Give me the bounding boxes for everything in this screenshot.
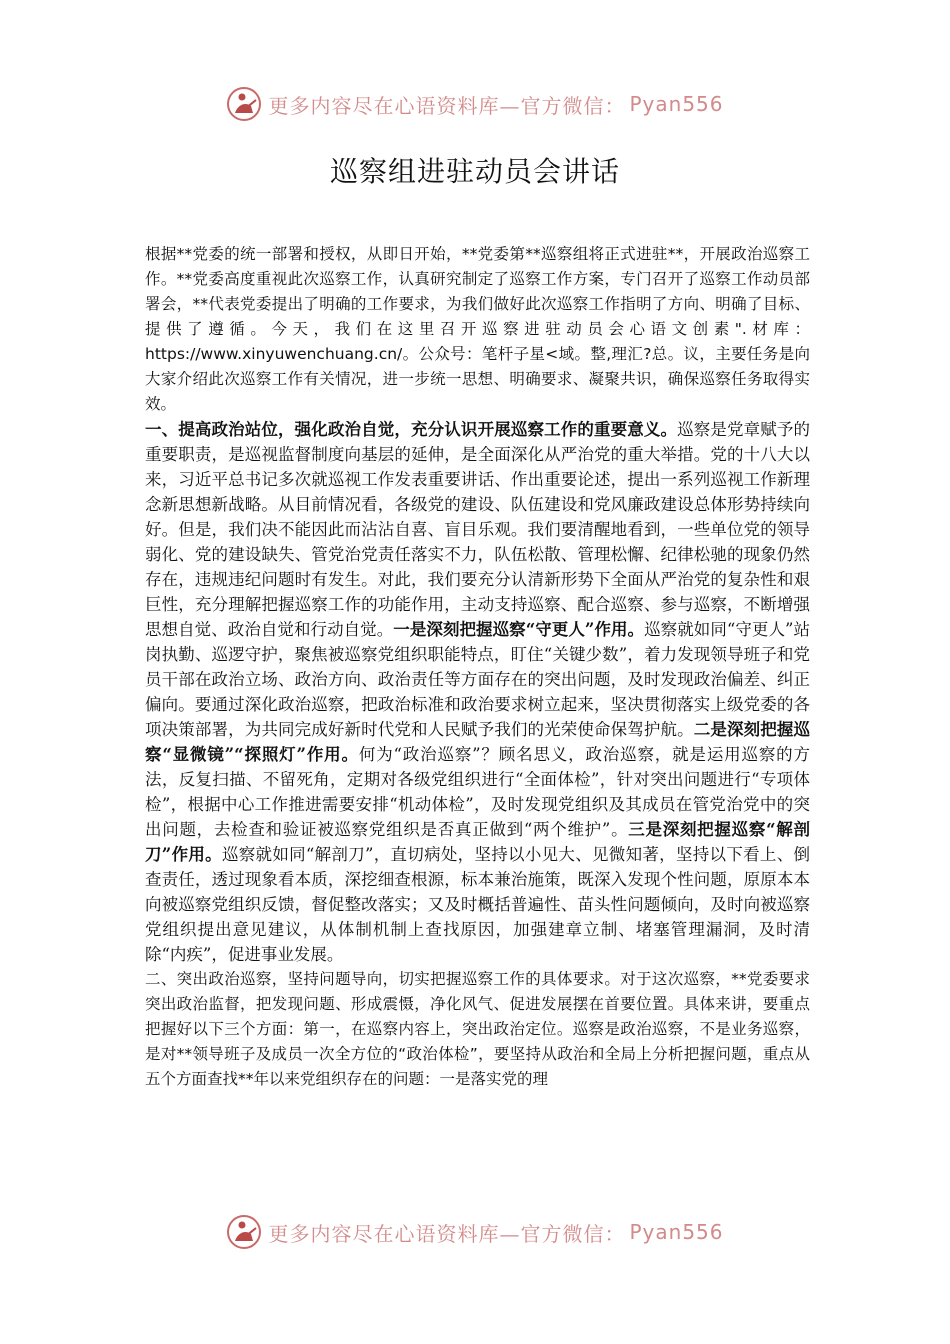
document-title: 巡察组进驻动员会讲话 (329, 155, 620, 188)
point-two-heading: 二是深刻把握巡察“显微镜”“探照灯”作用。 (145, 720, 811, 764)
section-one-paragraph (145, 417, 810, 967)
point-one-heading: 一是深刻把握巡察“守更人”作用。 (393, 620, 645, 639)
watermark-text: 更多内容尽在心语资料库—官方微信： (268, 1221, 626, 1246)
document-body (145, 242, 810, 1092)
watermark-header (0, 84, 950, 124)
section-one-body: 巡察是党章赋予的重要职责，是巡视监督制度向基层的延伸，是全面深化从严治党的重大举措。党的十八大以来，习近平总书记多次就巡视工作发表重要讲话、作出重要论述，提出一系列巡视工作新理念新思想新战略。从目前情况看，各级党的建设、队伍建设和党风廉政建设总体形势持续向好。但是，我们决不能因此而沾沾自喜、盲目乐观。我们要清醒地看到，一些单位党的领导弱化、党的建设缺失、管党治党责任落实不力，队伍松散、管理松懈、纪律松驰的现象仍然存在，违规违纪问题时有发生。对此，我们要充分认清新形势下全面从严治党的复杂性和艰巨性，充分理解把握巡察工作的功能作用，主动支持巡察、配合巡察、参与巡察，不断增强思想自觉、政治自觉和行动自觉。 (145, 420, 811, 639)
watermark-handle: Pyan556 (629, 1220, 724, 1244)
intro-paragraph: 根据**党委的统一部署和授权，从即日开始，**党委第**巡察组将正式进驻**，开展政治巡察工作。**党委高度重视此次巡察工作，认真研究制定了巡察工作方案，专门召开了巡察工作动员部署会，**代表党委提出了明确的工作要求，为我们做好此次巡察工作指明了方向、明确了目标、提供了遵循。今天，我们在这里召开巡察进驻动员会心语文创素".材库：https://www.xinyuwenchuang.cn/。公众号：笔杆子星<域。整,理汇?总。议，主要任务是向大家介绍此次巡察工作有关情况，进一步统一思想、明确要求、凝聚共识，确保巡察任务取得实效。 (145, 245, 810, 413)
reading-person-logo-icon (226, 1214, 262, 1250)
point-three-heading: 三是深刻把握巡察“解剖刀”作用。 (145, 820, 810, 864)
point-three-body: 巡察就如同“解剖刀”，直切病处，坚持以小见大、见微知著，坚持以下看上、倒查责任，透过现象看本质，深挖细查根源，标本兼治施策，既深入发现个性问题，原原本本向被巡察党组织反馈，督促整改落实；又及时概括普遍性、苗头性问题倾向，及时向被巡察党组织提出意见建议，从体制机制上查找原因，加强建章立制、堵塞管理漏洞，及时清除“内疾”，促进事业发展。 (145, 845, 810, 964)
point-one-body: 巡察就如同“守更人”站岗执勤、巡逻守护，聚焦被巡察党组织职能特点，盯住“关键少数”，着力发现领导班子和党员干部在政治立场、政治方向、政治责任等方面存在的突出问题，及时发现政治偏差、纠正偏向。要通过深化政治巡察，把政治标准和政治要求树立起来，坚决贯彻落实上级党委的各项决策部署，为共同完成好新时代党和人民赋予我们的光荣使命保驾护航。 (145, 620, 811, 739)
watermark-handle: Pyan556 (629, 92, 724, 116)
section-two-paragraph: 二、突出政治巡察，坚持问题导向，切实把握巡察工作的具体要求。对于这次巡察，**党委要求突出政治监督，把发现问题、形成震慑，净化风气、促进发展摆在首要位置。具体来讲，要重点把握好以下三个方面：第一，在巡察内容上，突出政治定位。巡察是政治巡察，不是业务巡察，是对**领导班子及成员一次全方位的“政治体检”，要坚持从政治和全局上分析把握问题，重点从五个方面查找**年以来党组织存在的问题：一是落实党的理 (145, 970, 810, 1088)
watermark-footer (0, 1212, 950, 1252)
section-one-heading: 一、提高政治站位，强化政治自觉，充分认识开展巡察工作的重要意义。 (145, 420, 678, 439)
watermark-text: 更多内容尽在心语资料库—官方微信： (268, 93, 626, 118)
point-two-body: 何为“政治巡察”？顾名思义，政治巡察，就是运用巡察的方法，反复扫描、不留死角，定期对各级党组织进行“全面体检”，针对突出问题进行“专项体检”，根据中心工作推进需要安排“机动体检”，及时发现党组织及其成员在管党治党中的突出问题，去检查和验证被巡察党组织是否真正做到“两个维护”。 (145, 745, 811, 839)
reading-person-logo-icon (226, 86, 262, 122)
